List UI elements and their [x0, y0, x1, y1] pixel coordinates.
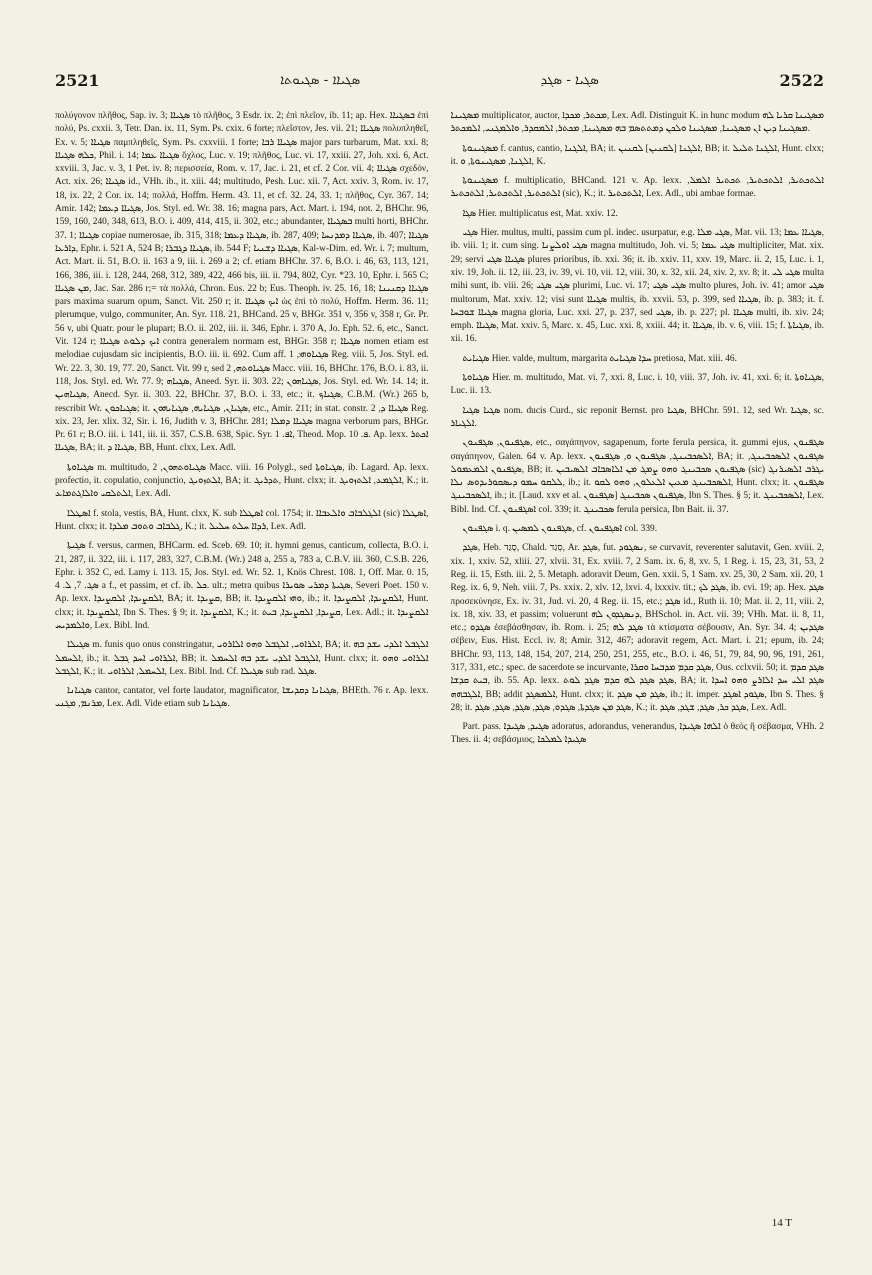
- dictionary-entry: Part. pass. ܣܓܝܕ, ܣܓܝܕܐ adoratus, adorandus, venerandus, ܐܠܗܐ ܣܓܝܕܐ ὁ θεὸς ἢ σέβασμα, VHh. 2 Thes. ii. 4; σεβάσμιος, ܣܓܝܕܐ ܠܡܠܟܐ: [450, 722, 824, 746]
- right-running-head: ܣܓܝܐ - ܣܓܕ: [540, 72, 599, 88]
- page-header: [55, 68, 824, 92]
- left-column: [55, 110, 429, 1235]
- dictionary-entry: ܣܓܝܐܝܬ Hier. valde, multum, margarita ܚܕܐ ܣܓܝܐܝܬ pretiosa, Mat. xiii. 46.: [462, 353, 737, 364]
- dictionary-entry: πολύγονον πλῆθος, Sap. iv. 3; ܣܓܝܐܐ τὸ πλῆθος, 3 Esdr. ix. 2; ἐπὶ πλεῖον, ib. 11; ap. Hex. ܒܣܓܝܐܐ ἐπὶ πολύ, Ps. cxxii. 3, Tetr. Dan. ix. 11, Sym. Ps. cxix. 6 forte; πλεῖστον, Jes. vii. 21; ܣܓܝܐܐ πολυπληθεῖ, Ex. v. 5; ܣܓܝܐܐ παμπληθεῖς, Sym. Ps. cxxviii. 1 forte; ܣܓܝܐܐ ܪܒܐ major pars turbarum, Mat. xxi. 8; ܟܠܗ ܣܓܝܐܐ, Phil. i. 14; ܣܓܝܐܐ ܥܡܐ ὄχλος, Luc. v. 19; πλῆθος, Luc. vi. 17, xxiii. 27, Joh. xxi. 6, Act. xxviii. 3, Jac. v. 3, 1 Pet. iv. 8; περισσεία, Rom. v. 17, Jac. i. 21, et cf. 2 Cor. vii. 4; ܣܓܝܐܐ σχεδόν, Act. xix. 26; ܣܓܝܐܐ id., VHh. ib., it. xiii. 44; multitudo, Pesh. Luc. xii. 7, Act. xxiv. 3, Rom. iv. 17, 18, ix. 22, 2 Cor. ix. 14; πολλά, Hoffm. Herm. 43. 11, et cf. 32. 24, 33. 1; πλῆθος, Cyr. 367. 14; Amir. 142; ܣܓܝܐܐ ܕܥܡܐ, Jos. Styl. ed. Wr. 38. 16; magna pars, Act. Mart. i. 194, not. 2, BHChr. 96, 159, 160, 240, 348, 613, B.O. i. 409, 414, 415, ii. 302, etc.; abundanter, ܒܣܓܝܐܐ multi horti, BHChr. 37. 1; ܣܓܝܐܐ copiae numerosae, ib. 315, 318; ܣܓܝܐܐ ܕܥܡܐ, ib. 287, 409; ܣܓܝܐܐ ܕܡܕܢܚܐ, ib. 407; ܣܓܝܐܐ ܕܐܪܥܐ, Ephr. i. 521 A, 524 B; ܣܓܝܐܐ ܕܓܒܪܐ, ib. 544 F; ܣܓܝܐܐ ܕܫܢܝܐ, Kal-w-Dim. ed. Wr. i. 7; multum, Act. Mart. ii. 51, B.O. ii. 163 a 9, iii. i. 269 a 2; cf. etiam BHChr. 37. 6, B.O. i. 46, 63, 113, 121, 166, 386, iii. i. 128, 244, 268, 312, 389, 422, 466 bis, iii. ii. 794, 802, Cyr. *23. 10, Ephr. i. 565 C; ܡܢ ܣܓܝܐܐ, Jac. Sar. 286 r;= τὰ πολλά, Chron. Eus. 22 b; Eus. Theoph. iv. 25. 16, 18; ܣܓܝܐܐ ܕܩܢܝܢܐ pars maxima suarum opum, Sanct. Vit. 250 r; it. ܐܝܟ ܣܓܝܐܐ ὡς ἐπὶ τὸ πολύ, Hoffm. Herm. 36. 11; plerumque, vulgo, communiter, An. Syr. 118. 21, BHCand. 25 v, BHGr. 351 v, 356 v, 358 r, Gr. Pr. 56 v, ubi Quatr. pour le plupart; B.O. ii. 202, iii. ii. 346, Ephr. i. 370 A, Jo. Eph. 52. 6, etc., Sanct. Vit. 124 r; ܐܝܟ ܕܠܘܬ ܣܓܝܐܐ contra generalem normam est, BHGr. 358 r; ܣܓܝܐܐ nomen etiam est melodiae cujusdam sic incipientis, B.O. iii. ii. 692. Cum aff. ܣܓܝܐܘܗܝ, 1 Reg. viii. 5, Jos. Styl. ed. Wr. 22. 3, 30. 19, 77. 20, Sanct. Vit. 99 r, sed ܣܓܝܐܘܬܗ, 2 Macc. viii. 16, BHChr. 176, B.O. i. 83, ii. 118, Jos. Styl. ed. Wr. 77. 9; ܣܓܝܐܗ, Aneed. Syr. ii. 303. 22; ܣܓܝܐܗܘܢ, Jos. Styl. ed. Wr. 14. 14; it. ܣܓܝܐܗܝܢ, Anecd. Syr. ii. 303. 22, BHChr. 37, B.O. i. 33, etc.; it. ܣܓܝܐܟ, C.B.M. (Wr.) 265 b, rescribit Wr. ܣܓܝܐܟܘܢ; it. ܣܓܝܐܢ, ܣܓܝܐܝܗ, ܣܓܝܐܝܗܘܢ, etc., Amir. 211; in stat. constr. ܣܓܝܐܐ ܕ, 2 Reg. xix. 23, Jer. xlix. 32, Sir. i. 16, Judith v. 3, BHChr. 281; ܣܓܝܐܐ ܕܡܠܐ magna verborum pars, BHGr. Pr. 61 r; B.O. iii. i. 141, iii. ii. 357, C.S.B. 638, Spic. Syr. ܐܦ. 1, Theod. Mop. ܦ. 10. Ap. lexx. ܐܟܬܪ ܣܓܝܐܐ, BA; it. ܣܓܝܐܐ ܕ, BB, Hunt. clxx, Lex. Adl.: [55, 111, 429, 454]
- dictionary-entry: ܣܓܝܐܘܬܐ Hier. m. multitudo, Mat. vi. 7, xxi. 8, Luc. i. 10, viii. 37, Joh. iv. 41, xxi. 6; it. ܣܓܝܐܘܬܐ, Luc. ii. 13.: [450, 373, 824, 397]
- dictionary-entry: ܣܓܝܐ ܣܓܝܐ nom. ducis Curd., sic reponit Bernst. pro ܣܓܝܐ, BHChr. 591. 12, sed Wr. ܣܓܝܐ, sc. ܐܠܓܝܐܪ.: [450, 405, 824, 429]
- dictionary-entry: ܣܓܦܢܘܢ i. q. ܣܓܦܢܘܢ ܠܡܣܝܢ, cf. ܐܣܓܦܢܘܢ col. 339.: [462, 524, 658, 535]
- dictionary-entry: ܣܓܝܠܐ m. funis quo onus constringatur, ܐܠܪܐܘܝ, ܐܠܓܒܠ ܘܗܘ ܐܠܐܪܘܝ, BA; it. ܐܠܓܒܠ ܐܠܕܝ ܝܫܕ ܒܗ ܐܠܚܡܠ, ib.; it. ܐܠܪܐܘܝ ܐܚܕ ܓܒܠ, BB; it. ܐܠܓܒܠ ܐܠܕܝ ܝܫܕ ܒܗ ܐܠܚܡܠ, Hunt. clxx; it. ܐܠܪܐܘܝ ܘܗܘ ܐܠܓܒܠ, K.; it. ܐܠܚܡܠ, ܐܠܪܐܘܝ, Lex. Bibl. Ind. Cf. ܣܓܝܠܐ sub rad. ܣܓܠ.: [55, 640, 429, 677]
- dictionary-entry: ܣܓܐ Hier. multiplicatus est, Mat. xxiv. 12.: [462, 208, 618, 219]
- dictionary-entry: ܡܣܓܝܢܘܬܐ f. cantus, cantio, ܐܠܓܢܐ, BA; it. ܐܠܓܢܐ [ܠܩܢܝܢ] ܠܩܢܝܢ, BB; it. ܐܠܓܢܐ ܬܠܝܠ, Hunt. clxx; it. ܐܠܓܢܐ, ܡܣܓܝܢܘܬܐ, ܘ, K.: [450, 143, 824, 167]
- left-page-number: 2521: [55, 70, 100, 90]
- left-running-head: ܣܓܝܐܐ - ܣܓܝܘܬܐ: [280, 72, 361, 88]
- dictionary-entry: ܣܓܝ Hier. multus, multi, passim cum pl. indec. usurpatur, e.g. ܣܓܝ ܡܠܐ, Mat. vii. 13; ܣܓܝܐܐ ܥܡܐ, ib. viii. 1; it. cum sing. ܣܓܝ ܐܘܠܨܢܐ magna multitudo, Joh. vi. 5; ܣܓܝ ܥܡܐ multipliciter, Mat. xix. 29; servi ܣܓܝܐܐ ܣܓܝ plures prioribus, ib. xxi. 36; it. ib. xxiv. 11, xxv. 19, Marc. ii. 2, 15, Luc. i. 1, xiv. 19, Joh. ii. 12, iii. 23, iv. 39, vi. 10, vii. 12, viii. 30, x. 32, xii. 24, xiv. 2, xv. 8; it. ܣܓܝ ܠܝ multa mihi sunt, ib. viii. 26; ܣܓܝ ܣܓܝ plurimi, Luc. vi. 17; ܣܓܝ ܣܓܝ multo plures, Joh. iv. 41; amor ܣܓܝ multorum, Mat. xxiv. 12; visi sunt ܣܓܝܐܐ multis, ib. xxvii. 53, p. 399, sed ܣܓܝܐܐ, ib. p. 383; it. f. ܣܓܝܐܐ ܫܘܒܚܐ magna gloria, Luc. xxi. 27, p. 237, sed ܣܓܝ, ib. p. 227; pl. ܣܓܝܐܐ multi, ib. xiv. 24; emph. ܣܓܝܐܐ, Mat. xxiv. 5, Marc. x. 45, Luc. xxi. 8, xxiii. 44; it. ܣܓܝܐܐ, ib. v. 6, viii. 15; f. ܣܓܝܐܬܐ, ib. xii. 16.: [450, 228, 824, 345]
- signature-mark: 14 T: [771, 1217, 792, 1229]
- dictionary-entry: ܡܣܓܝܢܐ multiplicator, auctor, ܡܟܬܪ, ܡܟܕܐ, Lex. Adl. Distinguit K. in hunc modum ܡܣܓܝܢܐ ܩܪܝܐ ܠܗ ܡܣܓܝܢܐ ܕܝܢ ܐܢ ܡܣܓܝܢܐ, ܡܣܓܝܢܐ ܘܠܟܢ ܕܡܬܬܣܡ ܒܗ ܡܣܓܝܢܐ, ܡܟܬܪ, ܐܠܡܩܕܪ, ܘܐܠܡܓܢܝ, ܐܠܡܟܬܪ.: [450, 111, 824, 135]
- text-columns: [55, 110, 824, 1235]
- dictionary-entry: ܣܓܝܬܐ f. versus, carmen, BHCarm. ed. Sceb. 69. 10; it. hymni genus, canticum, collecta, B.O. i. 21, 287, ii. 322, iii. i. 117, 283, 327, C.B.M. (Wr.) 248 a, 255 a, 783 a, C.B.V. iii. 360, C.S.B. 226, Ephr. i. 352 C, ed. Lamy i. 113. 15, Jos. Styl. ed. Wr. 52. 1, Knös Chrest. 108. 1, Off. Mar. 0. 15, ܣܓ. 7, ܠ. 4 a f., et passim, et cf. ib. ܟܠ. ult.; metra quibus ܣܓܝܬܐ ܕܡܪܝ ܣܘܝܪܐ, Severi Poet. 150 v. Ap. lexx. ܐܠܩܨܝܕܐ, ܐܠܩܨܝܕܐ, BA; it. ܩܨܝܕܐ, BB; it. ܘܗܝ ܐܠܩܨܝܕܐ, ib.; it. ܐܠܩܨܝܕܐ, ܐܠܩܨܝܕܐ, Hunt. clxx; it. ܐܠܩܨܝܕܐ, Ibn S. Thes. § 9; it. ܐܠܩܨܝܕܐ, K.; it. ܩܨܝܕܐ, ܐܠܩܨܝܕܐ, ܒܝܬ, Lex. Adl.; it. ܐܠܩܨܝܕܐ ܘܐܠܡܕܝܚ, Lex. Bibl. Ind.: [55, 541, 429, 631]
- dictionary-entry: ܣܓܝܐܢܐ cantor, cantator, vel forte laudator, magnificator, ܣܓܝܐܢܐ ܕܩܕܝܫܐ, BHEth. 76 r. Ap. lexx. ܡܪܢܡ, ܡܓܢܝ, Lex. Adl. Vide etiam sub ܣܓܝܐܢܐ.: [55, 686, 429, 710]
- right-column: [451, 110, 825, 1235]
- dictionary-entry: ܣܓܝܐܘܬܐ m. multitudo, ܣܓܝܐܘܬܗܘܢ, 2 Macc. viii. 16 Polygl., sed ܣܓܝܐܘܬܐ, ib. Lagard. Ap. lexx. profectio, it. copulatio, conjunctio, ܐܠܬܙܘܝܓ, BA; it. ܬܕܪܝܓ, Hunt. clxx; it. ܐܠܓܡܥ, ܐܠܬܙܘܝܓ, K.; it. ܐܠܬܠܩܝ ܘܐܠܐܓܬܡܐܥ, Lex. Adl.: [55, 462, 429, 500]
- right-page-number: 2522: [779, 70, 824, 90]
- dictionary-entry: ܡܣܓܝܢܘܬܐ f. multiplicatio, BHCand. 121 v. Ap. lexx. ܐܠܬܟܬܝܪ, ܐܠܬܟܬܝܪ, ܬܟܬܝܪ ܐܠܡܠ, ܐܠܬܟܬܝܪ, ܐܠܬܟܬܝܪ, ܐܠܬܟܬܝܪ (sic), K.; it. ܐܠܬܟܬܝܪ, Lex. Adl., ubi ambae formae.: [450, 176, 824, 200]
- dictionary-entry: ܣܓܦܢܘܢ, ܣܓܦܢܘܢ, etc., σαγάπηνον, sagapenum, forte ferula persica, it. gummi ejus, ܣܓܦܢܘܢ σαγάπηνον, Galen. 64 v. Ap. lexx. ܐܠܣܟܒܝܢܓ, ܣܓܦܢܘܢ ܘ, ܣܓܦܢܘܢ, BA; it. ܣܓܦܢܘܢ ܐܠܣܟܒܝܢܓ, ܣܓܦܢܘܢ ܐܠܡܥܡܘܠ, BB; it. ܣܓܦܢܘܢ ܣܟܒܝܢܓ ܘܗܘ ܨܡܓ ܡܢ ܐܠܐܣܒܐܒ ܐܠܣܝܒܝܢ (sic) ܝܓܪܒ ܐܠܣܝܪܢܓ ܠܠܩܘ ܚܡܘ ܕܝܣܩܘܪܝܕܘܣ ܢܠܐ, ib.; it. ܐܠܣܟܒܝܢܓ ܡܥܝܢ ܐܠܥܠܘܢ, ܘܗܘ ܠܩܘ, Hunt. clxx; it. ܣܓܦܢܘܢ ܐܠܣܟܒܝܢܓ, ib.; it. [Laud. xxv et al. ܣܓܦܢܘܢ] ܣܓܦܢܘܢ ܣܟܒܝܢܓ, Ibn S. Thes. § 5; it. ܐܠܣܟܒܝܢܓ, Lex. Bibl. Ind. Cf. ܐܣܓܦܢܘܢ col. 339; it. ܣܟܒܝܢܓ ferula persica, Ibn Bait. ii. 37.: [450, 438, 824, 515]
- dictionary-entry: ܣܓܕ, Heb. סָגַד, Chald. סְגַד, Ar. ܣܓܕ, fut. ܢܣܓܘܕ, se curvavit, reverenter salutavit, Gen. xviii. 2, xix. 1, xxiv. 52, xliii. 27, xlvii. 31, Ex. xviii. 7, 2 Sam. ix. 6, 8, xv. 5, 1 Reg. i. 15, 23, 31, 53, 2 Reg. ii. 15, Esth. iii. 2, 5. Metaph. adoravit Deum, Gen. xxii. 5, 1 Sam. xv. 25, 30, 2 Sam. xii. 20, 1 Reg. ix. 6, 9, Neh. viii. 7, Ps. xxix. 2, xlv. 12, lxvi. 4, lxxxiv. tit.; ܣܓܕ ܠܟ, ib. cvi. 19; ap. Hex. ܣܓܕ προσεκύνησε, Ex. iv. 31, Jud. vi. 20, 4 Reg. ii. 15, etc.; ܣܓܕ id., Ruth ii. 10; Mat. ii. 2, 11, viii. 2, ix. 18, xiv. 33, et passim; voluerunt ܕܢܣܓܕܘܢ ܠܗ, BHSchol. in. Act. vii. 39; VHh. Mat. ii. 8, 11, etc.; ܣܓܕܘ ἐσεβάσθησαν, ib. Rom. i. 25; ܣܓܕ ܠܗ τὰ κτίσματα σέβουσιν, An. Syr. 34. 4; ܣܓܕܝܢ σέβειν, Eus. Hist. Eccl. iv. 8; Amir. 312, 467; adoravit regem, Act. Mart. i. 21; epum, ib. 24; BHChr. 93, 113, 148, 154, 207, 214, 250, 251, 255, etc., B.O. i. 46, 51, 79, 84, 90, 96, 191, 261, 317, 331, etc.; spec. de sacerdote se incurvante, ܣܓܕ ܩܕܡ ܡܕܒܚܐ ܘܩܪܐ, Ous. cclxvii. 50; it. ܣܓܕ ܩܕܡ ܒܝܬ ܩܕܫܐ, ib. 55. Ap. lexx. ܣܓܕ ܣܓܕ ܠܗ ܩܕܡ ܣܓܕ ܠܘܬ, BA; it. ܣܓܕ ܐܠܝ ܚܕ ܐܠܐܪܨ ܘܗܘ ܐܚܕܐ ܐܠܓܒܗܗ, BB; addit ܐܠܡܣܓܕ, Hunt. clxx; it. ܣܓܕ ܡܢ ܣܓܕ, ib.; it. imper. ܣܓܘܕ ܐܣܓܕ, Ibn S. Thes. § 28; it. ܣܓܕ ܡܢ ܣܓܕܬܐ, ܣܓܕܘ, ܣܓܕ, ܣܓܕ, ܣܓܕ, ܣܓܕ, K.; it. ܣܓܕ ܟܪ, ܣܓܕ, ܫܓܕ, ܣܓܕ, Lex. Adl.: [450, 543, 824, 713]
- dictionary-entry: ܐܣܛܠܐ f. stola, vestis, BA, Hunt. clxx, K. sub ܐܣܛܠܐ col. 1754; it. ܐܠܓܠܒܐܒ ܘܐܠܥܒܐܐ (sic) ܐܣܛܠܐ, Hunt. clxx; it. ܓܠܒܐܒ ܘܬܘܒ ܡܠܕܐ, K.; it. ܪܕܐܐ ܚܠܬ ܚܠܝܠ, Lex. Adl.: [55, 508, 429, 532]
